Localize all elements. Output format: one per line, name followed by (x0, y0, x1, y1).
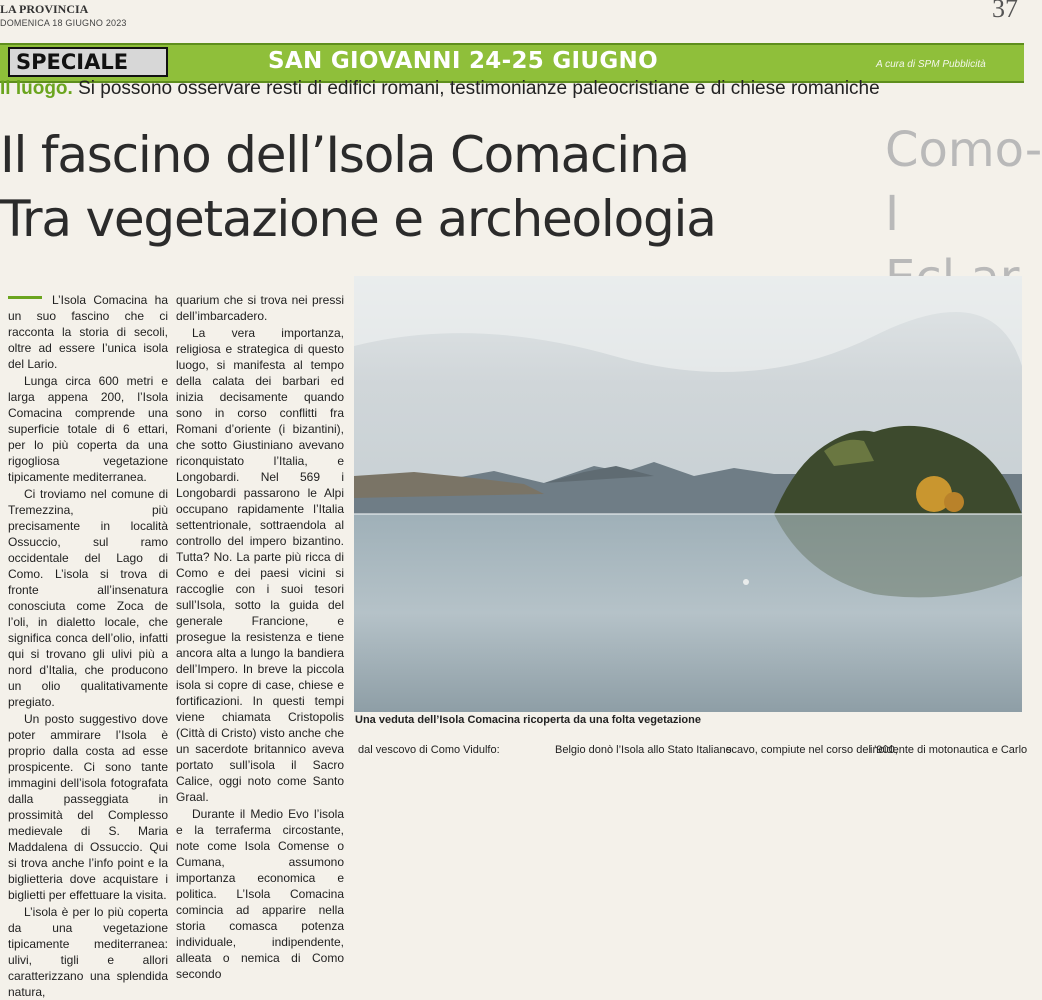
article-column-2 (176, 292, 344, 981)
photo-illustration (354, 276, 1022, 712)
event-title: SAN GIOVANNI 24-25 GIUGNO (268, 48, 658, 74)
show-through-text (885, 118, 1042, 258)
page-number: 37 (992, 0, 1018, 23)
headline-line-1: Il fascino dell’Isola Comacina (0, 126, 689, 184)
paragraph: Ci troviamo nel comune di Tremezzina, più precisamente in località Ossuccio, sul ramo occidentale del Lago di Como. L’isola si trova di fronte all’insenatura conosciuta come Zoca de l’oli, in dialetto locale, che significa conca dell’olio, infatti qui si trovano gli ulivi più a nord d’Italia, che producono un olio qualitativamente pregiato. (8, 487, 168, 709)
strapline (0, 78, 880, 100)
section-label: SPECIALE (8, 47, 168, 77)
photo-caption: Una veduta dell’Isola Comacina ricoperta da una folta vegetazione (355, 714, 701, 726)
paragraph: Un posto suggestivo dove poter ammirare l’Isola è proprio dalla costa ad esse prospicente. Ci sono tante immagini dell’isola fotografata dalla passeggiata in prossimità del Complesso medievale di S. Maria Maddalena di Ossuccio. Qui si trova anche l’info point e la biglietteria dove acquistare i biglietti per effettuare la visita. (8, 712, 168, 902)
issue-date: DOMENICA 18 GIUGNO 2023 (0, 18, 127, 28)
paragraph: Durante il Medio Evo l’isola e la terraferma circostante, note come Isola Comense o Cumana, assumono importanza economica e politica. L’Isola Comacina comincia ad apparire nella storia comasca potenza individuale, indipendente, alleata o nemica di Como secondo (176, 807, 344, 981)
article-column-1 (8, 292, 168, 999)
column-fragment: dal vescovo di Como Vidulfo: (358, 744, 500, 756)
column-fragment: scavo, compiute nel corso del ’900, (726, 744, 898, 756)
strapline-text: Si possono osservare resti di edifici romani, testimonianze paleocristiane e di chiese romaniche (72, 78, 880, 99)
newspaper-name: LA PROVINCIA (0, 2, 89, 16)
paragraph: La vera importanza, religiosa e strategica di questo luogo, si manifesta al tempo della calata dei barbari ed inizia decisamente quando sono in corso conflitti fra Romani d’oriente (i bizantini), che sotto Giustiniano avevano riconquistato l’Italia, e Longobardi. Nel 569 i Longobardi passarono le Alpi occupano rapidamente l’Italia settentrionale, sottraendola al controllo del impero bizantino. Tutta? No. La parte più ricca di Como e dei paesi vicini si raccoglie con i suoi tesori sull’Isola, sotto la guida del generale Francione, e prosegue la resistenza e tiene ancora alta a lungo la bandiera dell’Impero. In breve la piccola isola si copre di case, chiese e fortificazioni. In questi tempi viene chiamata Cristopolis (Città di Cristo) visto anche che un sacerdote britannico aveva portato sull’isola il Sacro Calice, oggi noto come Santo Graal. (176, 326, 344, 804)
paragraph: L’Isola Comacina ha un suo fascino che ci racconta la storia di secoli, oltre ad essere l’unica isola del Lario. (8, 293, 168, 371)
column-fragment: incidente di motonautica e Carlo (870, 744, 1028, 756)
column-fragment: Belgio donò l’Isola allo Stato Italiano (555, 744, 732, 756)
paragraph: Lunga circa 600 metri e larga appena 200, l’Isola Comacina comprende una superficie totale di 6 ettari, per lo più coperta da una rigogliosa vegetazione tipicamente mediterranea. (8, 374, 168, 484)
lake-photo (354, 276, 1022, 712)
sponsor-credit: A cura di SPM Pubblicità (876, 59, 986, 70)
strapline-label: Il luogo. (0, 78, 73, 99)
show-through-line-1: Como-I (885, 122, 1042, 242)
headline-line-2: Tra vegetazione e archeologia (0, 190, 716, 248)
paragraph: quarium che si trova nei pressi dell’imbarcadero. (176, 293, 344, 323)
paragraph: L’isola è per lo più coperta da una vegetazione tipicamente mediterranea: ulivi, tigli e allori caratterizzano una splendida natura, (8, 905, 168, 999)
